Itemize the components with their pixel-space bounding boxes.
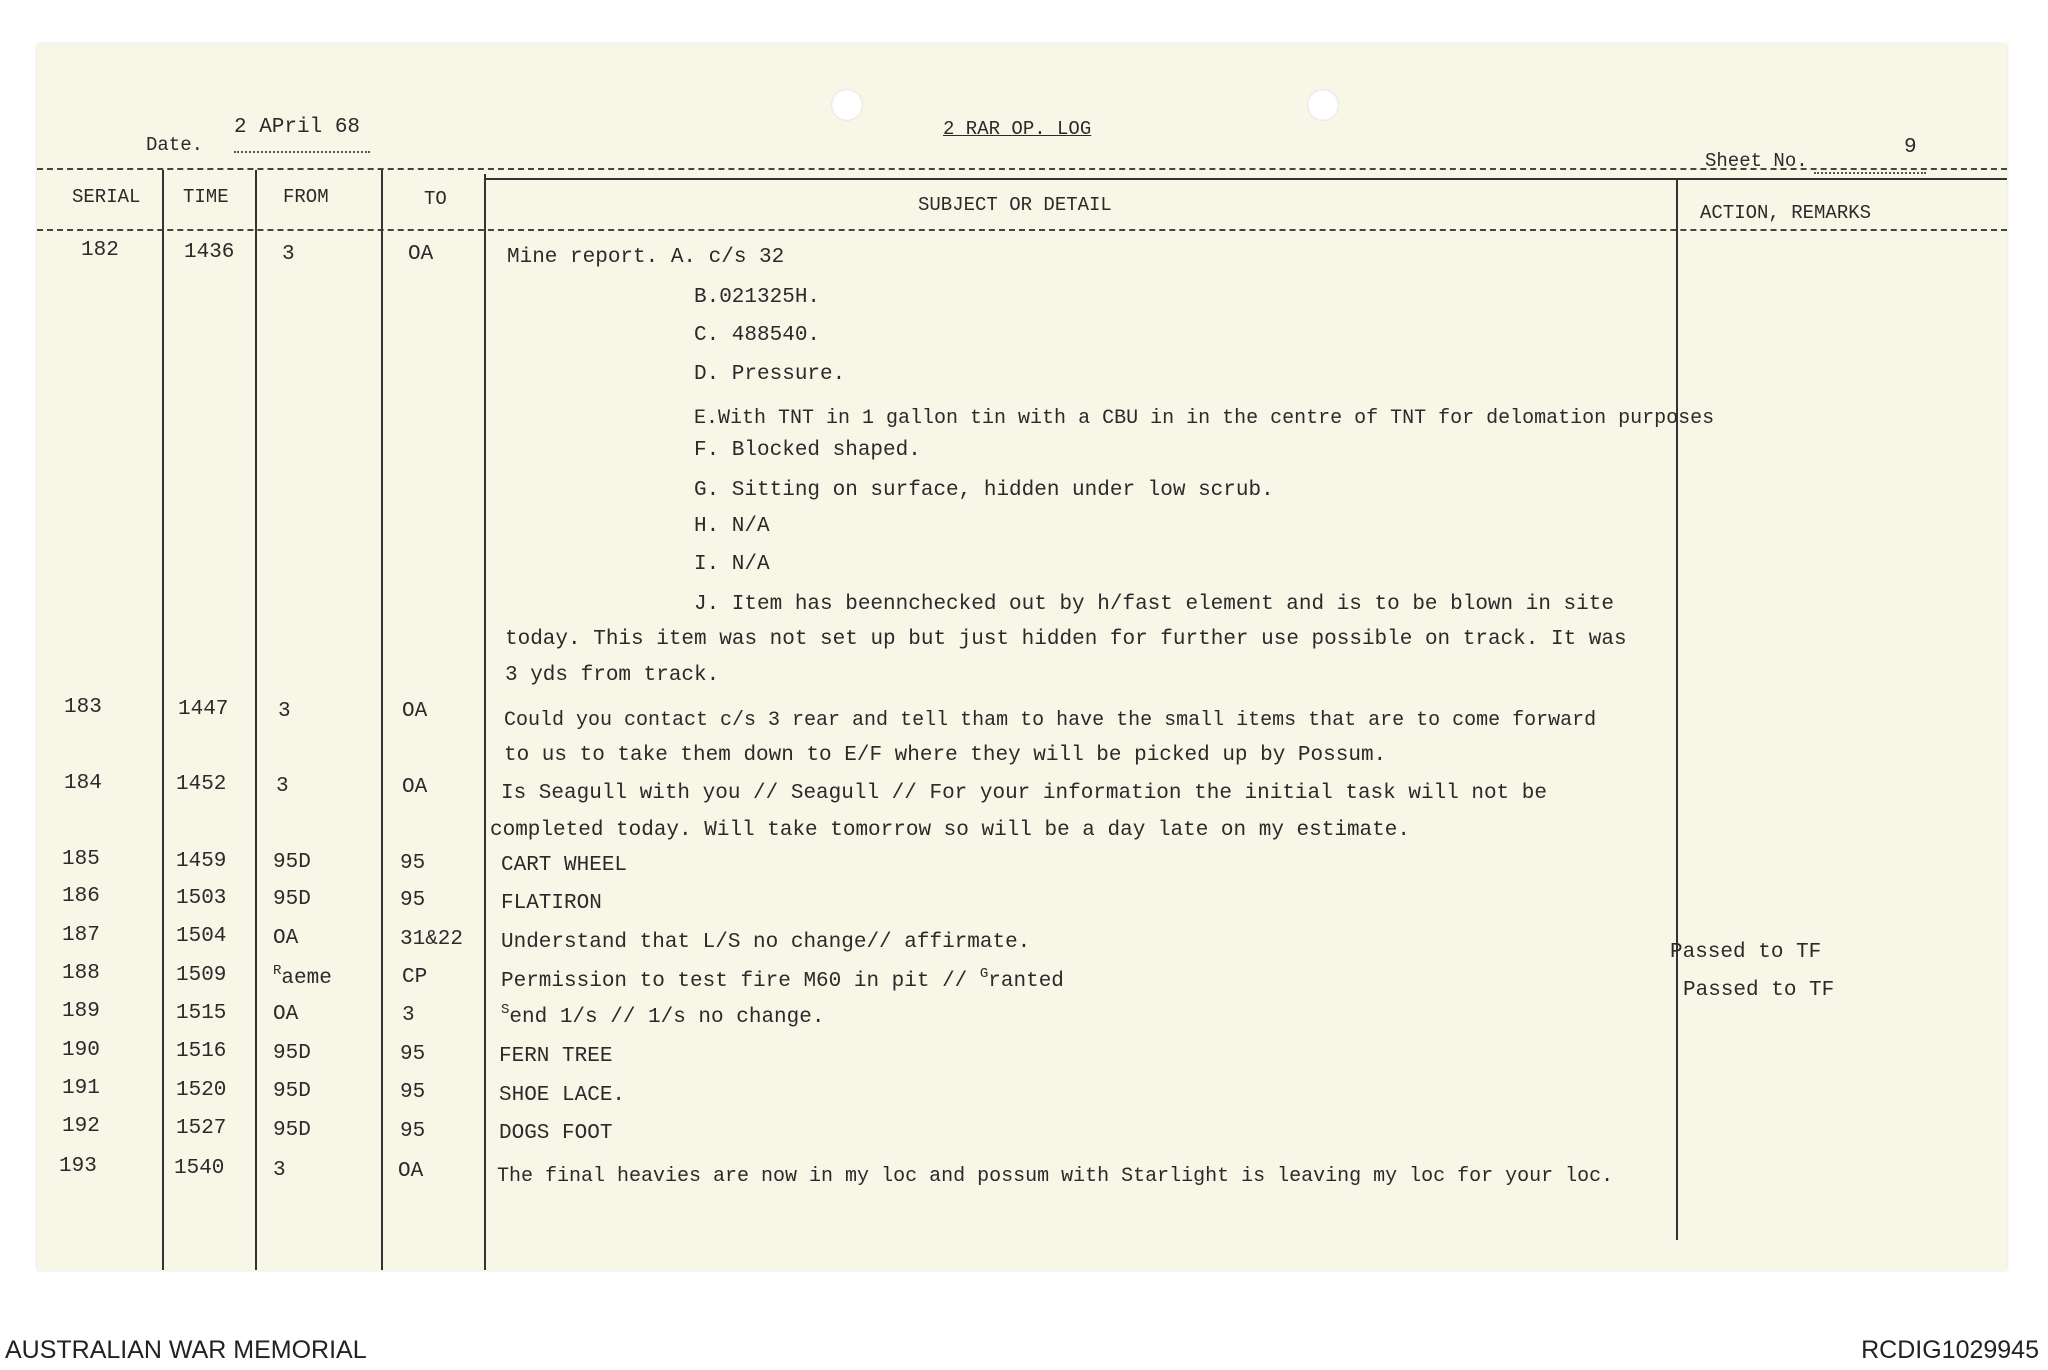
time-cell: 1436: [184, 241, 235, 264]
time-cell: 1527: [176, 1117, 227, 1140]
col-line-2: [255, 170, 257, 1270]
detail-line: Is Seagull with you // Seagull // For your information the initial task will not be: [501, 782, 1547, 805]
to-cell: OA: [408, 243, 434, 266]
time-cell: 1540: [174, 1157, 225, 1180]
time-cell: 1516: [176, 1040, 227, 1063]
serial-cell: 193: [59, 1155, 97, 1178]
to-cell: 3: [402, 1004, 415, 1027]
to-cell: OA: [402, 700, 428, 723]
from-cell: OA: [273, 1003, 299, 1026]
time-cell: 1447: [178, 698, 229, 721]
punch-hole-left: [831, 89, 863, 121]
detail-line: H. N/A: [694, 515, 770, 538]
detail-line: today. This item was not set up but just hidden for further use possible on track. It was: [505, 628, 1627, 651]
detail-line: I. N/A: [694, 553, 770, 576]
date-value: 2 APril 68: [234, 116, 361, 139]
detail-sup: S: [501, 1002, 510, 1018]
detail-line: G. Sitting on surface, hidden under low scrub.: [694, 479, 1274, 502]
remark-cell: Passed to TF: [1670, 941, 1822, 964]
serial-cell: 191: [62, 1077, 100, 1100]
from-cell: 3: [273, 1159, 286, 1182]
col-line-5: [1676, 180, 1678, 1240]
time-cell: 1520: [176, 1079, 227, 1102]
col-line-4: [484, 174, 486, 1270]
punch-hole-right: [1307, 89, 1339, 121]
log-title: 2 RAR OP. LOG: [943, 118, 1092, 140]
serial-cell: 184: [64, 772, 102, 795]
from-cell: 3: [282, 243, 295, 266]
footer-record-id: RCDIG1029945: [1861, 1336, 2039, 1364]
header-top-rule: [37, 168, 2007, 170]
detail-line: D. Pressure.: [694, 363, 846, 386]
header-top-rule-right: [486, 178, 2007, 180]
sheet-label: Sheet No.: [1705, 150, 1808, 172]
detail-line: CART WHEEL: [501, 854, 628, 877]
time-cell: 1503: [176, 887, 227, 910]
to-cell: OA: [398, 1160, 424, 1183]
from-cell: 95D: [273, 888, 311, 911]
from-cell: 95D: [273, 1042, 311, 1065]
from-sup: R: [273, 963, 282, 979]
to-cell: 95: [400, 889, 426, 912]
from-cell: 95D: [273, 1080, 311, 1103]
col-header-from: FROM: [283, 186, 329, 208]
from-cell: 95D: [273, 851, 311, 874]
header-bottom-rule: [37, 229, 2007, 231]
remark-cell: Passed to TF: [1683, 979, 1835, 1002]
col-header-subject: SUBJECT OR DETAIL: [918, 194, 1112, 216]
to-cell: 95: [400, 1120, 426, 1143]
detail-sup: G: [979, 966, 989, 982]
detail-line: C. 488540.: [694, 324, 821, 347]
serial-cell: 186: [62, 885, 100, 908]
detail-text: ranted: [988, 970, 1064, 993]
time-cell: 1509: [176, 964, 227, 987]
detail-line: F. Blocked shaped.: [694, 439, 921, 462]
col-header-to: TO: [424, 188, 447, 210]
detail-line: [501, 966, 1064, 993]
time-cell: 1504: [176, 925, 227, 948]
from-cell: OA: [273, 927, 299, 950]
serial-cell: 182: [81, 239, 119, 262]
detail-line: Could you contact c/s 3 rear and tell tham to have the small items that are to come forward: [504, 709, 1597, 732]
to-cell: OA: [402, 776, 428, 799]
detail-line: completed today. Will take tomorrow so will be a day late on my estimate.: [490, 819, 1410, 842]
sheet-dotted-line: [1814, 172, 1926, 174]
detail-line: E.With TNT in 1 gallon tin with a CBU in in the centre of TNT for delomation purposes: [694, 407, 1715, 430]
to-cell: 95: [400, 1043, 426, 1066]
document-page: [37, 44, 2007, 1270]
date-dotted-line: [234, 151, 370, 153]
detail-line: [501, 1002, 825, 1029]
time-cell: 1459: [176, 850, 227, 873]
detail-line: B.021325H.: [694, 286, 821, 309]
serial-cell: 187: [62, 924, 100, 947]
serial-cell: 188: [62, 962, 100, 985]
detail-line: DOGS FOOT: [499, 1122, 613, 1145]
from-cell: [273, 963, 332, 990]
detail-line: FLATIRON: [501, 892, 602, 915]
detail-text: end 1/s // 1/s no change.: [509, 1006, 825, 1029]
date-label: Date.: [146, 134, 204, 156]
col-header-action: ACTION, REMARKS: [1700, 202, 1872, 224]
serial-cell: 183: [64, 696, 102, 719]
col-header-time: TIME: [183, 186, 229, 208]
detail-line: Mine report. A. c/s 32: [507, 246, 785, 269]
sheet-value: 9: [1904, 136, 1917, 159]
col-line-3: [381, 170, 383, 1270]
col-header-serial: SERIAL: [72, 186, 141, 208]
from-cell: 3: [278, 700, 291, 723]
from-text: aeme: [281, 967, 332, 990]
detail-line: to us to take them down to E/F where they will be picked up by Possum.: [504, 744, 1387, 767]
detail-line: The final heavies are now in my loc and possum with Starlight is leaving my loc for your loc.: [497, 1165, 1614, 1188]
detail-line: SHOE LACE.: [499, 1084, 626, 1107]
col-line-1: [162, 170, 164, 1270]
to-cell: CP: [402, 966, 428, 989]
footer-archive-name: AUSTRALIAN WAR MEMORIAL: [5, 1336, 367, 1364]
serial-cell: 185: [62, 848, 100, 871]
detail-text: Permission to test fire M60 in pit //: [501, 970, 980, 993]
from-cell: 3: [276, 775, 289, 798]
time-cell: 1452: [176, 773, 227, 796]
detail-line: 3 yds from track.: [505, 664, 720, 687]
to-cell: 31&22: [400, 928, 464, 951]
serial-cell: 190: [62, 1039, 100, 1062]
serial-cell: 189: [62, 1000, 100, 1023]
detail-line: Understand that L/S no change// affirmate.: [501, 931, 1031, 954]
time-cell: 1515: [176, 1002, 227, 1025]
detail-line: J. Item has beennchecked out by h/fast element and is to be blown in site: [694, 593, 1614, 616]
from-cell: 95D: [273, 1119, 311, 1142]
to-cell: 95: [400, 1081, 426, 1104]
serial-cell: 192: [62, 1115, 100, 1138]
to-cell: 95: [400, 852, 426, 875]
detail-line: FERN TREE: [499, 1045, 613, 1068]
